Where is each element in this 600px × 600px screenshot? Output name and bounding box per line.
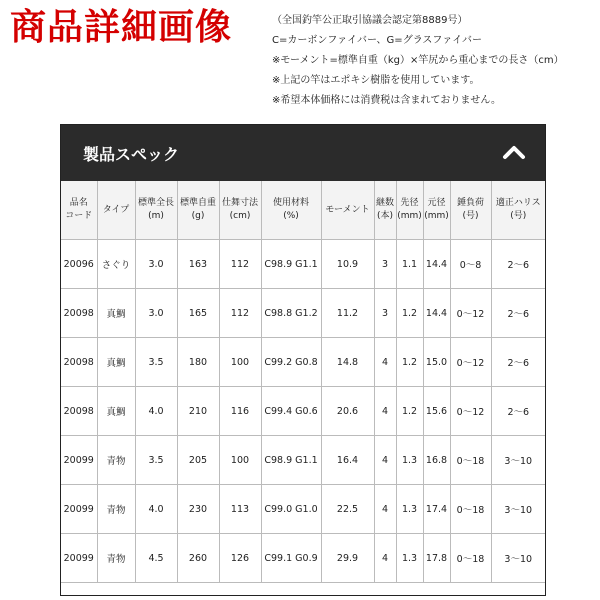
table-cell: 15.0 xyxy=(423,338,450,387)
table-cell: 3.5 xyxy=(135,436,177,485)
column-header: 継数 (本) xyxy=(374,181,396,240)
table-cell: 真鯛 xyxy=(97,338,135,387)
table-cell: 2〜6 xyxy=(491,289,545,338)
table-cell: 20.6 xyxy=(321,387,374,436)
table-cell: 165 xyxy=(177,289,219,338)
table-cell: 3 xyxy=(374,289,396,338)
table-row xyxy=(61,240,545,289)
table-cell: 20098 xyxy=(61,289,97,338)
table-cell: 20098 xyxy=(61,338,97,387)
table-cell: 20099 xyxy=(61,485,97,534)
table-cell: 青物 xyxy=(97,534,135,583)
table-row xyxy=(61,338,545,387)
table-cell: 29.9 xyxy=(321,534,374,583)
column-header: 仕舞寸法 (cm) xyxy=(219,181,261,240)
note-line: （全国釣竿公正取引協議会認定第8889号） xyxy=(272,15,468,26)
column-header: モーメント xyxy=(321,181,374,240)
table-cell: 4.0 xyxy=(135,387,177,436)
table-cell: 210 xyxy=(177,387,219,436)
table-cell: 180 xyxy=(177,338,219,387)
note-line: ※上記の竿はエポキシ樹脂を使用しています。 xyxy=(272,75,480,86)
table-cell: 16.4 xyxy=(321,436,374,485)
table-cell: 1.2 xyxy=(396,387,423,436)
table-cell: 真鯛 xyxy=(97,387,135,436)
table-cell: 真鯛 xyxy=(97,289,135,338)
table-row xyxy=(61,436,545,485)
table-cell: 22.5 xyxy=(321,485,374,534)
table-cell: 126 xyxy=(219,534,261,583)
spec-panel-title: 製品スペック xyxy=(83,145,180,164)
table-cell: 1.1 xyxy=(396,240,423,289)
table-cell: 4.0 xyxy=(135,485,177,534)
spec-panel-header[interactable] xyxy=(61,125,545,181)
table-cell: 青物 xyxy=(97,485,135,534)
column-header: 品名 コード xyxy=(61,181,97,240)
table-cell: C99.4 G0.6 xyxy=(261,387,321,436)
column-header: 錘負荷 (号) xyxy=(450,181,491,240)
table-row xyxy=(61,289,545,338)
table-cell: 14.8 xyxy=(321,338,374,387)
table-cell: 17.8 xyxy=(423,534,450,583)
table-cell: 0〜12 xyxy=(450,289,491,338)
table-cell: 3.5 xyxy=(135,338,177,387)
spec-panel xyxy=(60,124,546,596)
table-cell: 1.2 xyxy=(396,289,423,338)
table-cell: 4 xyxy=(374,485,396,534)
table-cell: 15.6 xyxy=(423,387,450,436)
table-cell: 3 xyxy=(374,240,396,289)
table-cell: 0〜18 xyxy=(450,485,491,534)
table-cell: 205 xyxy=(177,436,219,485)
table-cell: 20096 xyxy=(61,240,97,289)
column-header: 使用材料 (%) xyxy=(261,181,321,240)
table-cell: 0〜8 xyxy=(450,240,491,289)
table-cell: 1.2 xyxy=(396,338,423,387)
table-cell: 260 xyxy=(177,534,219,583)
table-cell: 14.4 xyxy=(423,289,450,338)
column-header: 標準自重 (g) xyxy=(177,181,219,240)
chevron-up-icon[interactable] xyxy=(501,139,527,165)
table-cell: 3〜10 xyxy=(491,485,545,534)
table-cell: 20099 xyxy=(61,534,97,583)
table-cell: 10.9 xyxy=(321,240,374,289)
table-cell: C99.0 G1.0 xyxy=(261,485,321,534)
table-cell: 0〜12 xyxy=(450,387,491,436)
table-cell: 2〜6 xyxy=(491,240,545,289)
table-cell: 20099 xyxy=(61,436,97,485)
table-cell: 230 xyxy=(177,485,219,534)
table-cell: 0〜12 xyxy=(450,338,491,387)
column-header: 先径 (mm) xyxy=(396,181,423,240)
table-cell: 112 xyxy=(219,289,261,338)
table-cell: 4 xyxy=(374,436,396,485)
table-cell: 1.3 xyxy=(396,485,423,534)
table-cell: C98.9 G1.1 xyxy=(261,436,321,485)
table-cell: 20098 xyxy=(61,387,97,436)
column-header: 元径 (mm) xyxy=(423,181,450,240)
table-cell: 2〜6 xyxy=(491,338,545,387)
table-cell: C99.2 G0.8 xyxy=(261,338,321,387)
note-line: ※希望本体価格には消費税は含まれておりません。 xyxy=(272,95,501,106)
table-header-row xyxy=(61,181,545,240)
table-cell: 3〜10 xyxy=(491,534,545,583)
table-cell: 4 xyxy=(374,387,396,436)
table-cell: 0〜18 xyxy=(450,436,491,485)
column-header: タイプ xyxy=(97,181,135,240)
spec-table xyxy=(61,181,545,583)
table-cell: 100 xyxy=(219,436,261,485)
table-cell: 2〜6 xyxy=(491,387,545,436)
table-cell: 3.0 xyxy=(135,289,177,338)
table-cell: 4 xyxy=(374,534,396,583)
table-cell: C99.1 G0.9 xyxy=(261,534,321,583)
page-title: 商品詳細画像 xyxy=(10,7,233,48)
table-cell: C98.8 G1.2 xyxy=(261,289,321,338)
note-line: ※モーメント=標準自重（kg）×竿尻から重心までの長さ（cm） xyxy=(272,55,564,66)
table-cell: 3〜10 xyxy=(491,436,545,485)
table-cell: 113 xyxy=(219,485,261,534)
table-cell: 11.2 xyxy=(321,289,374,338)
table-cell: 16.8 xyxy=(423,436,450,485)
table-cell: 163 xyxy=(177,240,219,289)
notes xyxy=(272,11,564,111)
table-cell: 17.4 xyxy=(423,485,450,534)
table-cell: C98.9 G1.1 xyxy=(261,240,321,289)
table-cell: 0〜18 xyxy=(450,534,491,583)
table-cell: 100 xyxy=(219,338,261,387)
table-cell: 1.3 xyxy=(396,534,423,583)
table-cell: 4 xyxy=(374,338,396,387)
column-header: 適正ハリス (号) xyxy=(491,181,545,240)
table-row xyxy=(61,387,545,436)
table-cell: さぐり xyxy=(97,240,135,289)
table-cell: 14.4 xyxy=(423,240,450,289)
table-cell: 116 xyxy=(219,387,261,436)
table-cell: 112 xyxy=(219,240,261,289)
table-cell: 4.5 xyxy=(135,534,177,583)
table-cell: 1.3 xyxy=(396,436,423,485)
table-row xyxy=(61,534,545,583)
table-row xyxy=(61,485,545,534)
column-header: 標準全長 (m) xyxy=(135,181,177,240)
note-line: C=カーボンファイバー、G=グラスファイバー xyxy=(272,35,482,46)
table-cell: 青物 xyxy=(97,436,135,485)
table-cell: 3.0 xyxy=(135,240,177,289)
